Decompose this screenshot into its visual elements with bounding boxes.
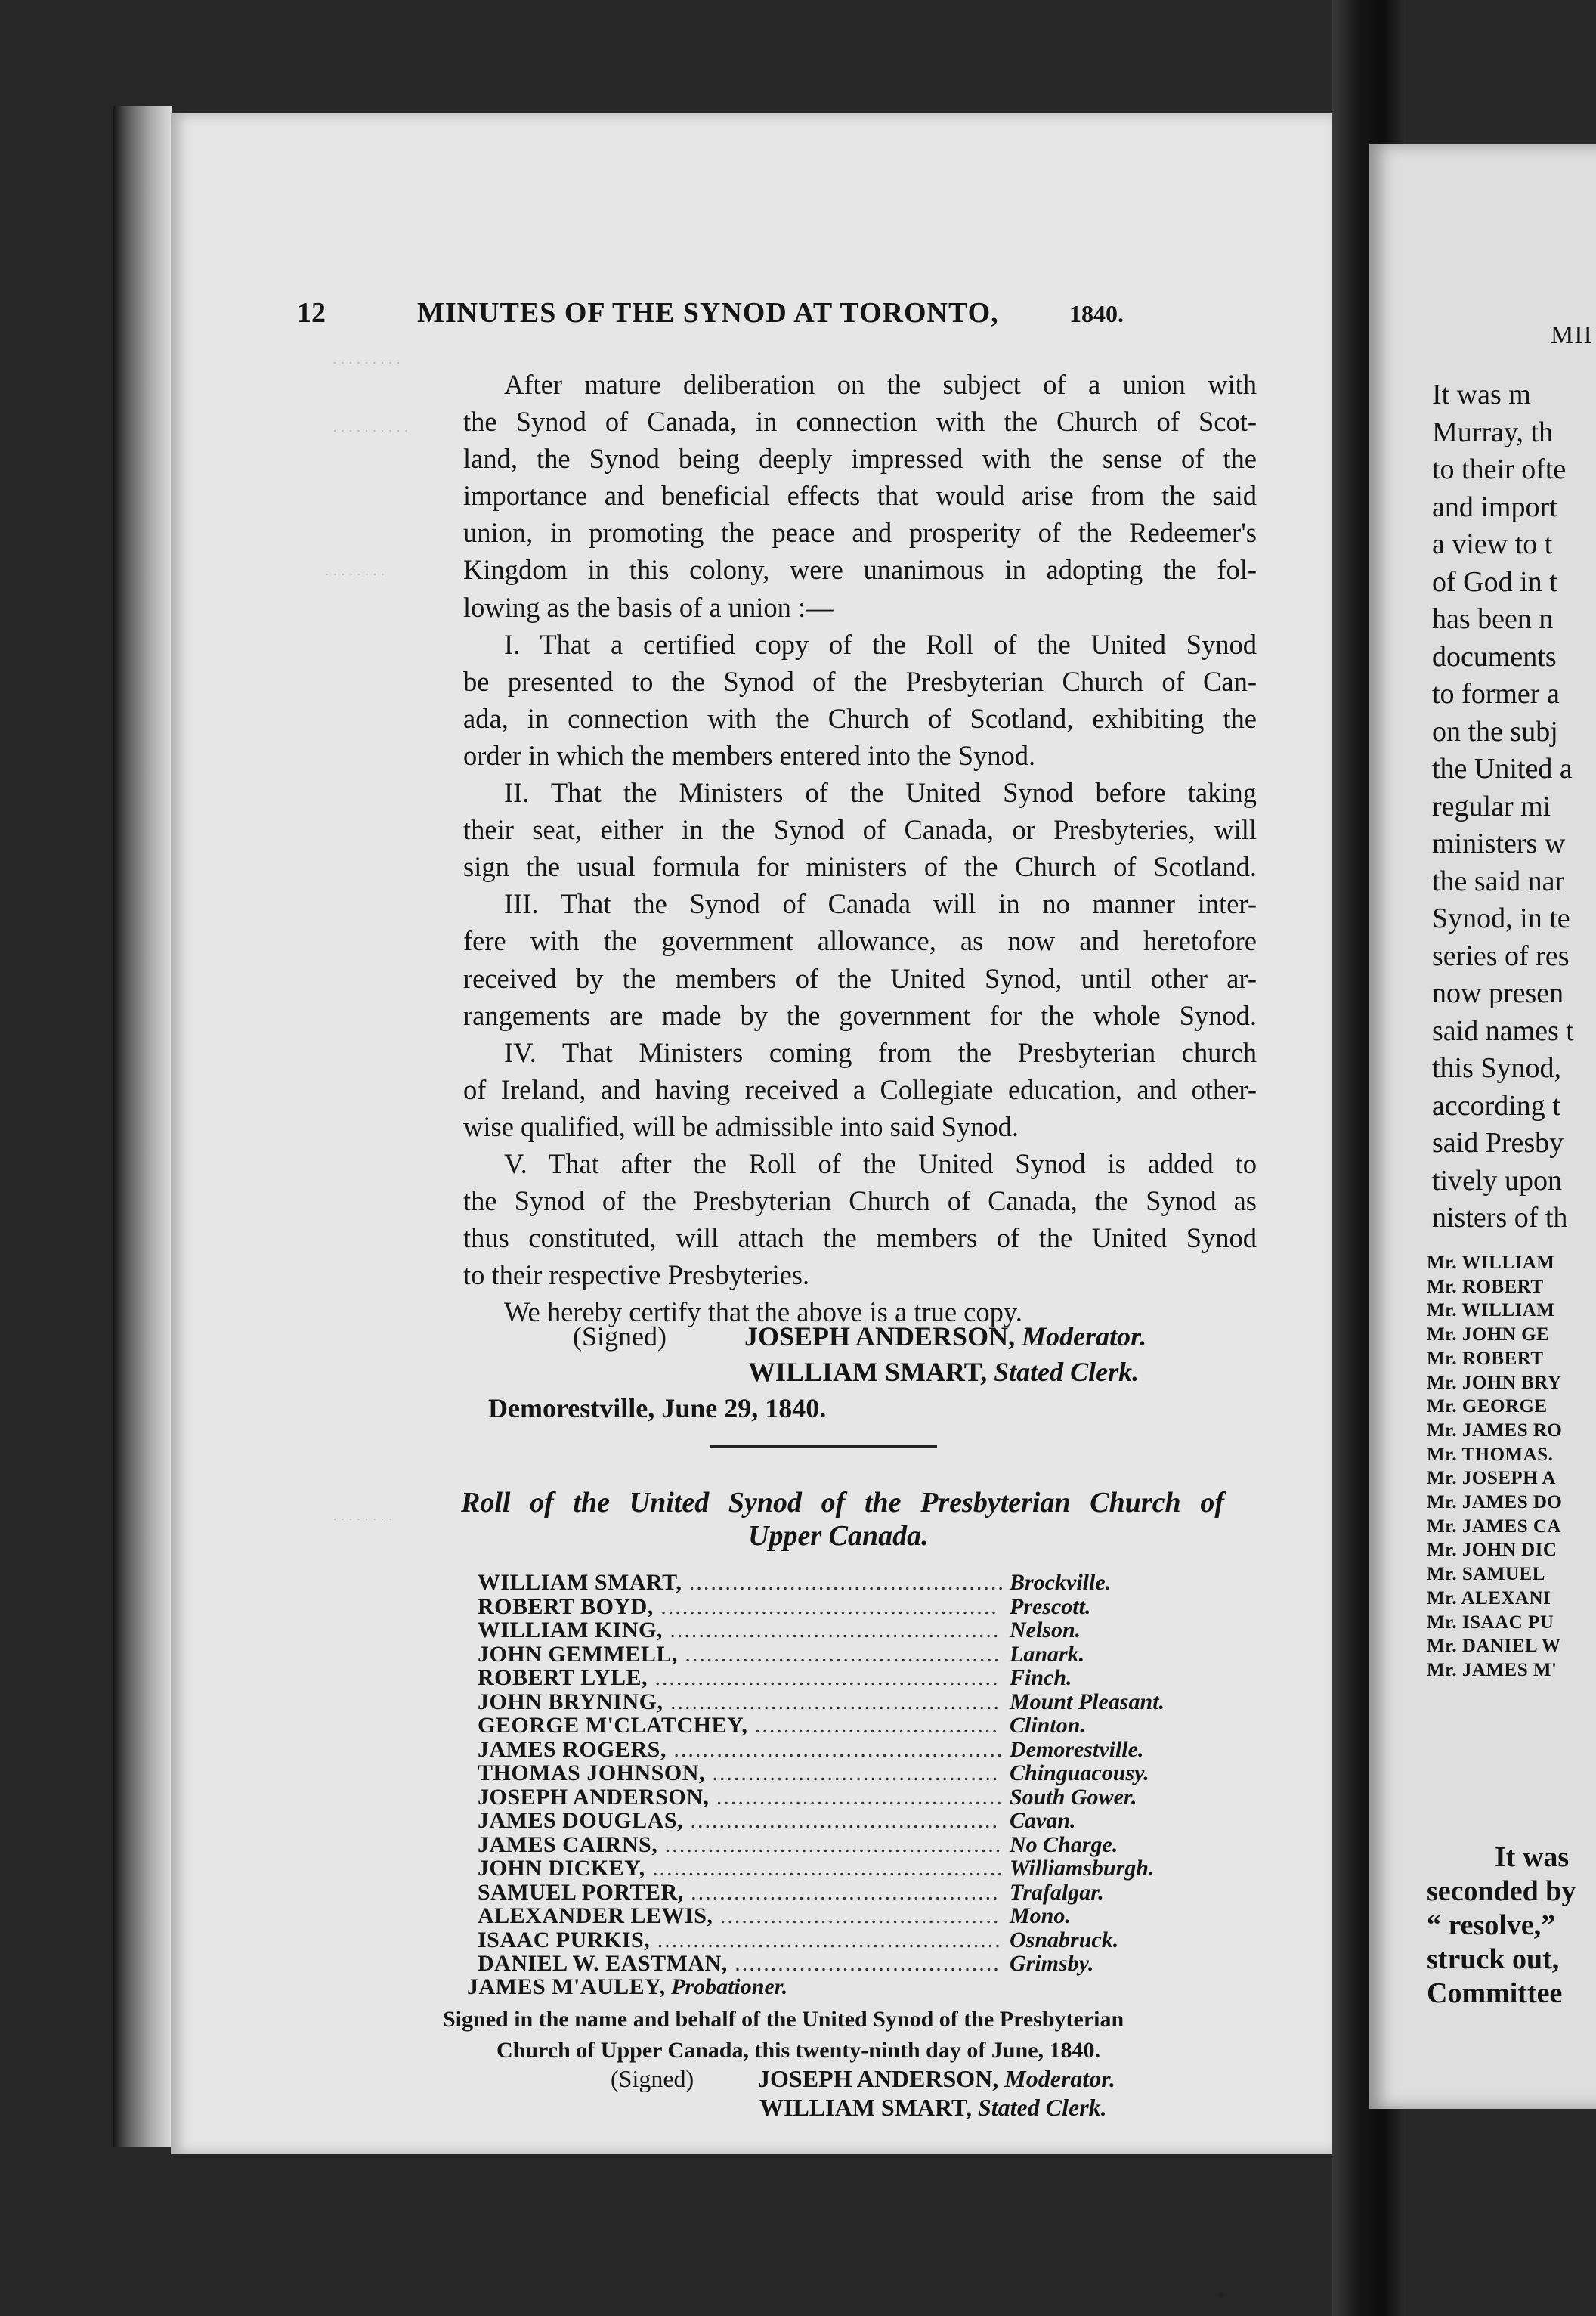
- right-page-name: Mr. SAMUEL: [1427, 1564, 1545, 1585]
- roll-entry-place: Lanark.: [1010, 1641, 1085, 1667]
- body-line: land, the Synod being deeply impressed with the sense of the: [463, 443, 1257, 475]
- body-line: wise qualified, will be admissible into said Synod.: [463, 1110, 1019, 1142]
- right-page-name: Mr. JAMES DO: [1427, 1492, 1563, 1513]
- body-line: be presented to the Synod of the Presbyterian Church of Can-: [463, 665, 1257, 697]
- roll-entry: [478, 1951, 1203, 1975]
- roll-entry-name: ROBERT BOYD,: [478, 1593, 654, 1619]
- roll-entry: [478, 1760, 1203, 1785]
- right-page-name: Mr. JOHN DIC: [1427, 1540, 1557, 1561]
- roll-entry-name: GEORGE M'CLATCHEY,: [478, 1713, 748, 1738]
- body-line: II. That the Ministers of the United Synod before taking: [504, 777, 1257, 809]
- body-line: lowing as the basis of a union :—: [463, 591, 834, 623]
- leader-dots: .................................................: [645, 1856, 1004, 1881]
- right-page-line: ministers w: [1432, 828, 1566, 859]
- leader-dots: .......................................: [713, 1903, 1001, 1928]
- right-page-name: Mr. JOSEPH A: [1427, 1468, 1557, 1489]
- roll-entry: [478, 1570, 1203, 1594]
- body-line: order in which the members entered into the Synod.: [463, 739, 1036, 771]
- roll-entry: [478, 1832, 1203, 1856]
- body-line: sign the usual formula for ministers of the Church of Scotland.: [463, 851, 1257, 883]
- signed-label: (Signed): [611, 2065, 694, 2092]
- roll-entry-place: Demorestville.: [1010, 1736, 1144, 1762]
- leader-dots: ...........................................: [683, 1879, 1000, 1905]
- body-text: [463, 366, 1257, 1330]
- body-line: their seat, either in the Synod of Canada, or Presbyteries, will: [463, 814, 1257, 846]
- section-divider: [710, 1445, 937, 1448]
- right-page-line: according t: [1432, 1089, 1560, 1122]
- roll-entry: [478, 1903, 1203, 1927]
- right-page-name: Mr. JOHN GE: [1427, 1324, 1550, 1345]
- right-page-closing-line: Committee: [1427, 1977, 1563, 2009]
- roll-entry-name: THOMAS JOHNSON,: [478, 1760, 705, 1785]
- right-page-line: said Presby: [1432, 1127, 1564, 1159]
- right-page-name: Mr. WILLIAM: [1427, 1300, 1555, 1321]
- roll-entry-name: ISAAC PURKIS,: [478, 1927, 651, 1952]
- right-page-line: and import: [1432, 491, 1557, 523]
- body-line: fere with the government allowance, as now and heretofore: [463, 925, 1257, 957]
- body-line: received by the members of the United Synod, until other ar-: [463, 962, 1257, 994]
- right-page-line: a view to t: [1432, 528, 1553, 560]
- roll-entry: [478, 1808, 1203, 1832]
- roll-entry: [478, 1594, 1203, 1618]
- roll-entry-place: Mount Pleasant.: [1010, 1689, 1165, 1714]
- leader-dots: ................................................: [648, 1665, 1000, 1690]
- roll-entry-place: Finch.: [1010, 1665, 1072, 1690]
- leader-dots: ........................................: [704, 1760, 1000, 1785]
- right-page-line: series of res: [1432, 940, 1570, 972]
- right-page-name: Mr. ISAAC PU: [1427, 1612, 1554, 1633]
- roll-entry-place: Trafalgar.: [1010, 1879, 1104, 1905]
- right-page-line: to their ofte: [1432, 454, 1567, 485]
- leader-dots: ..............................................: [663, 1689, 1001, 1714]
- roll-entry-name: JAMES CAIRNS,: [478, 1831, 658, 1857]
- roll-entry: [478, 1642, 1203, 1666]
- body-line: V. That after the Roll of the United Synod is added to: [504, 1147, 1257, 1179]
- place-date: Demorestville, June 29, 1840.: [488, 1393, 827, 1423]
- body-line: the Synod of Canada, in connection with the Church of Scot-: [463, 406, 1257, 438]
- roll-entry-name: JOHN DICKEY,: [478, 1856, 645, 1881]
- right-page-line: Murray, th: [1432, 416, 1554, 448]
- right-page-line: on the subj: [1432, 715, 1558, 748]
- leader-dots: ...............................................: [653, 1593, 998, 1619]
- right-page-line: regular mi: [1432, 790, 1551, 822]
- roll-entry: [478, 1618, 1203, 1642]
- right-page-name: Mr. JOHN BRY: [1427, 1372, 1562, 1393]
- running-head: MINUTES OF THE SYNOD AT TORONTO,: [417, 297, 999, 329]
- right-page-line: Synod, in te: [1432, 903, 1570, 934]
- body-line: Kingdom in this colony, were unanimous in adopting the fol-: [463, 554, 1257, 586]
- bleed-through-mark: · · · · · · · · ·: [332, 355, 401, 370]
- roll-entry-place: Mono.: [1010, 1903, 1071, 1928]
- roll-entry-name: ROBERT LYLE,: [478, 1665, 648, 1690]
- right-page-name: Mr. JAMES RO: [1427, 1420, 1563, 1441]
- leader-dots: ................................................: [650, 1927, 1002, 1952]
- roll-entry-place: Grimsby.: [1010, 1951, 1094, 1976]
- roll-entry-place: Osnabruck.: [1010, 1927, 1119, 1952]
- roll-entry: [478, 1737, 1203, 1761]
- roll-entry-name: JAMES DOUGLAS,: [478, 1808, 684, 1833]
- roll-entry-place: Cavan.: [1010, 1808, 1076, 1833]
- roll-entry-name: ALEXANDER LEWIS,: [478, 1903, 713, 1928]
- roll-entry-name: JOSEPH ANDERSON,: [478, 1784, 710, 1810]
- roll-entry-name: SAMUEL PORTER,: [478, 1879, 684, 1905]
- leader-dots: ...............................................: [657, 1831, 1003, 1857]
- right-page-name: Mr. JAMES CA: [1427, 1516, 1561, 1537]
- bleed-through-mark: · · · · · · · · · ·: [332, 423, 409, 438]
- roll-entry-place: Chinguacousy.: [1010, 1760, 1149, 1785]
- body-line: the Synod of the Presbyterian Church of Canada, the Synod as: [463, 1185, 1257, 1217]
- right-page-name: Mr. WILLIAM: [1427, 1252, 1555, 1273]
- leader-dots: ..............................................: [666, 1736, 1004, 1762]
- body-line: importance and beneficial effects that would arise from the said: [463, 480, 1257, 512]
- leader-dots: ..............................................: [662, 1618, 1001, 1643]
- roll-probationer: JAMES M'AULEY, Probationer.: [467, 1974, 788, 1999]
- roll-entry: [478, 1665, 1203, 1689]
- roll-entry-place: South Gower.: [1010, 1784, 1137, 1810]
- right-page-name: Mr. JAMES M': [1427, 1659, 1557, 1680]
- ink-dot: [1218, 2292, 1224, 2298]
- body-line: rangements are made by the government for the whole Synod.: [463, 999, 1257, 1031]
- page-number: 12: [297, 297, 326, 329]
- body-line: I. That a certified copy of the Roll of the United Synod: [504, 628, 1257, 660]
- roll-entry-place: Prescott.: [1010, 1593, 1091, 1619]
- body-line: After mature deliberation on the subject of a union with: [504, 369, 1257, 400]
- bleed-through-mark: · · · · · · · ·: [325, 567, 385, 582]
- roll-entry-name: JAMES ROGERS,: [478, 1736, 667, 1762]
- body-line: III. That the Synod of Canada will in no manner inter-: [504, 888, 1257, 920]
- right-page-name: Mr. DANIEL W: [1427, 1636, 1561, 1657]
- right-page-closing-line: struck out,: [1427, 1943, 1560, 1975]
- right-page-closing-line: It was: [1495, 1841, 1570, 1873]
- leader-dots: .....................................: [727, 1951, 1001, 1976]
- roll-entry-name: DANIEL W. EASTMAN,: [478, 1951, 728, 1976]
- right-page-line: this Synod,: [1432, 1052, 1562, 1084]
- leader-dots: ........................................: [709, 1784, 1004, 1810]
- roll-entry-name: JOHN BRYNING,: [478, 1689, 663, 1714]
- body-line: to their respective Presbyteries.: [463, 1259, 810, 1291]
- roll-entry-name: WILLIAM SMART,: [478, 1570, 682, 1595]
- bleed-through-mark: · · · · · · · ·: [332, 1512, 393, 1527]
- right-page-name: Mr. ROBERT: [1427, 1348, 1544, 1369]
- right-running-head: MII: [1551, 321, 1593, 349]
- body-line: We hereby certify that the above is a true copy.: [504, 1296, 1022, 1328]
- leader-dots: ..................................: [747, 1713, 999, 1738]
- roll-title: Roll of the United Synod of the Presbyterian Church of: [461, 1487, 1224, 1519]
- right-page-line: It was m: [1432, 379, 1531, 410]
- roll-title-cont: Upper Canada.: [748, 1520, 929, 1552]
- signatory-name: JOSEPH ANDERSON, Moderator.: [744, 1321, 1147, 1352]
- body-line: union, in promoting the peace and prosperity of the Redeemer's: [463, 517, 1257, 549]
- leader-dots: ............................................: [682, 1570, 1005, 1595]
- roll-entry: [478, 1856, 1203, 1880]
- roll-entry-place: Williamsburgh.: [1010, 1856, 1155, 1881]
- body-line: ada, in connection with the Church of Scotland, exhibiting the: [463, 702, 1257, 734]
- right-page-name: Mr. THOMAS.: [1427, 1444, 1554, 1465]
- right-page-line: said names t: [1432, 1014, 1574, 1047]
- right-page-closing-line: “ resolve,”: [1427, 1909, 1556, 1941]
- right-page-name: Mr. ALEXANI: [1427, 1587, 1551, 1609]
- signed-label: (Signed): [573, 1321, 667, 1352]
- right-page-line: the said nar: [1432, 865, 1565, 897]
- roll-entry-place: Clinton.: [1010, 1713, 1086, 1738]
- left-binding-edge: [113, 106, 172, 2147]
- body-line: of Ireland, and having received a Collegiate education, and other-: [463, 1073, 1257, 1105]
- right-page-line: documents: [1432, 640, 1557, 673]
- right-page-line: now presen: [1432, 977, 1564, 1009]
- leader-dots: ...........................................: [683, 1808, 1000, 1833]
- roll-entry: [478, 1689, 1203, 1714]
- roll-entry-place: No Charge.: [1010, 1831, 1118, 1857]
- body-line: IV. That Ministers coming from the Presbyterian church: [504, 1036, 1257, 1068]
- signatory-name: WILLIAM SMART, Stated Clerk.: [759, 2094, 1107, 2121]
- right-page-line: the United a: [1432, 753, 1573, 785]
- roll-entry: [478, 1713, 1203, 1737]
- right-page-line: of God in t: [1432, 565, 1557, 598]
- right-page-line: to former a: [1432, 678, 1560, 710]
- closing-line: Church of Upper Canada, this twenty-ninth day of June, 1840.: [496, 2038, 1101, 2063]
- roll-entry-name: WILLIAM KING,: [478, 1618, 663, 1643]
- closing-line: Signed in the name and behalf of the United Synod of the Presbyterian: [443, 2007, 1124, 2032]
- roll-entry-name: JOHN GEMMELL,: [478, 1641, 678, 1667]
- right-page-name: Mr. ROBERT: [1427, 1276, 1544, 1297]
- roll-entry: [478, 1785, 1203, 1809]
- roll-entry-place: Brockville.: [1010, 1570, 1112, 1595]
- right-page-name: Mr. GEORGE: [1427, 1396, 1548, 1417]
- roll-entry: [478, 1880, 1203, 1904]
- right-page-line: tively upon: [1432, 1164, 1563, 1197]
- right-page-line: nisters of th: [1432, 1202, 1568, 1234]
- signatory-name: WILLIAM SMART, Stated Clerk.: [748, 1357, 1140, 1387]
- roll-entry-place: Nelson.: [1010, 1618, 1081, 1643]
- roll-entry: [478, 1927, 1203, 1952]
- right-page-line: has been n: [1432, 603, 1554, 635]
- right-page-closing-line: seconded by: [1427, 1875, 1576, 1907]
- leader-dots: ............................................: [677, 1641, 1001, 1667]
- running-head-year: 1840.: [1069, 300, 1124, 327]
- body-line: thus constituted, will attach the members of the United Synod: [463, 1222, 1257, 1254]
- signatory-name: JOSEPH ANDERSON, Moderator.: [758, 2065, 1115, 2092]
